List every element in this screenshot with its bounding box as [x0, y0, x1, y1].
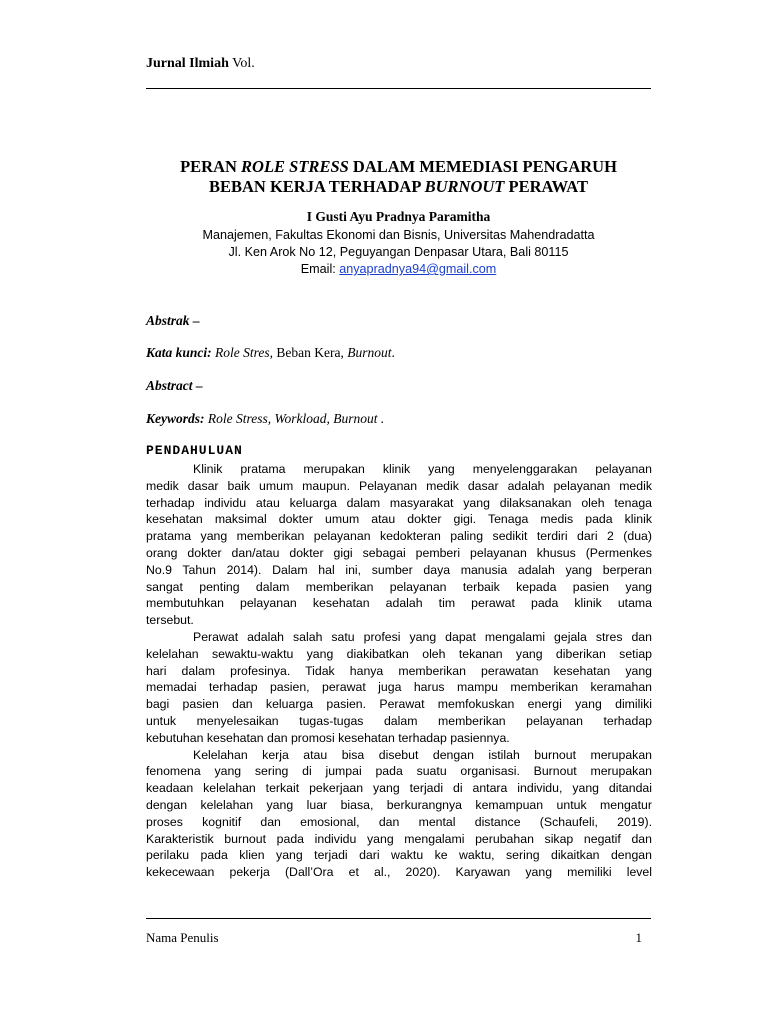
body-line: proses kognitif dan emosional, dan mental distance (Schaufeli, 2019).	[146, 814, 652, 829]
body-line: kesehatan maksimal dokter umum atau dokter gigi. Tenaga medis pada klinik	[146, 512, 652, 527]
body-line: kekecewaan pekerja (Dall’Ora et al., 2020). Karyawan yang memiliki level	[146, 865, 652, 880]
abstract-heading: Abstract –	[146, 378, 203, 393]
body-line: pratama yang memberikan pelayanan kedokteran paling sedikit terdiri dari 2 (dua)	[146, 529, 652, 544]
body-line: perilaku pada klien yang terjadi dari waktu ke waktu, sering dikaitkan dengan	[146, 848, 652, 863]
section-body	[146, 461, 652, 881]
footer-author: Nama Penulis	[146, 930, 219, 945]
email-line	[146, 261, 651, 278]
body-line: Karakteristik burnout pada individu yang mengalami perubahan sikap negatif dan	[146, 831, 652, 846]
body-line: No.9 Tahun 2014). Dalam hal ini, sumber daya manusia adalah yang berperan	[146, 562, 652, 577]
page-number: 1	[635, 930, 642, 945]
author-name: I Gusti Ayu Pradnya Paramitha	[306, 209, 491, 224]
body-line: memadai terhadap pasien, perawat juga harus mampu memberikan keramahan	[146, 680, 652, 695]
body-line: kebutuhan kesehatan dan promosi kesehatan terhadap pasiennya.	[146, 730, 510, 745]
body-line: kelelahan sewaktu-waktu yang diakibatkan oleh tekanan yang diberikan setiap	[146, 646, 652, 661]
body-line: membutuhkan pelayanan kesehatan adalah tim perawat pada klinik utama	[146, 596, 652, 611]
body-line: bagi pasien dan keluarga pasien. Perawat memfokuskan energi yang dimiliki	[146, 697, 652, 712]
author-affiliation-block	[146, 227, 651, 278]
title-line-1: PERAN ROLE STRESS DALAM MEMEDIASI PENGARUH	[180, 157, 617, 176]
journal-name: Jurnal Ilmiah	[146, 56, 229, 71]
header-rule	[146, 88, 651, 89]
affiliation: Manajemen, Fakultas Ekonomi dan Bisnis, Universitas Mahendradatta	[202, 228, 595, 242]
email-link[interactable]: anyapradnya94@gmail.com	[339, 262, 497, 276]
address: Jl. Ken Arok No 12, Peguyangan Denpasar Utara, Bali 80115	[228, 245, 569, 259]
section-heading: PENDAHULUAN	[146, 443, 243, 458]
footer-rule	[146, 918, 651, 919]
body-line: Kelelahan kerja atau bisa disebut dengan istilah burnout merupakan	[193, 747, 652, 762]
body-line: terhadap individu atau keluarga dalam masyarakat yang dilaksanakan oleh tenaga	[146, 495, 652, 510]
body-line: Klinik pratama merupakan klinik yang menyelenggarakan pelayanan	[193, 462, 652, 476]
kata-kunci-line: Kata kunci: Role Stres, Beban Kera, Burnout.	[146, 345, 395, 360]
body-line: dengan kelelahan yang luar biasa, berkurangnya kemampuan untuk mengatur	[146, 797, 652, 812]
body-line: tersebut.	[146, 613, 194, 628]
body-line: orang dokter dan/atau dokter gigi sebagai pemberi pelayanan khusus (Permenkes	[146, 545, 652, 560]
body-line: Perawat adalah salah satu profesi yang dapat mengalami gejala stres dan	[193, 629, 652, 644]
body-line: medik dasar baik umum maupun. Pelayanan medik dasar adalah pelayanan medik	[146, 478, 652, 493]
body-line: fenomena yang sering di jumpai pada suatu organisasi. Burnout merupakan	[146, 764, 652, 779]
body-line: untuk menyelesaikan tugas-tugas dalam memberikan pelayanan terhadap	[146, 713, 652, 728]
keywords-line: Keywords: Role Stress, Workload, Burnout .	[146, 411, 385, 426]
email-label: Email:	[300, 262, 340, 276]
abstrak-heading: Abstrak –	[146, 313, 200, 328]
body-line: keadaan kelelahan terkait pekerjaan yang terjadi di antara individu, yang ditandai	[146, 781, 652, 796]
journal-header	[146, 56, 255, 72]
journal-volume: Vol.	[228, 56, 255, 71]
body-line: hari dalam profesinya. Tidak hanya memberikan perawatan kesehatan yang	[146, 663, 652, 678]
body-line: sangat penting dalam memberikan pelayanan terbaik kepada pasien yang	[146, 579, 652, 594]
paper-title	[146, 157, 651, 197]
title-line-2: BEBAN KERJA TERHADAP BURNOUT PERAWAT	[209, 177, 588, 196]
